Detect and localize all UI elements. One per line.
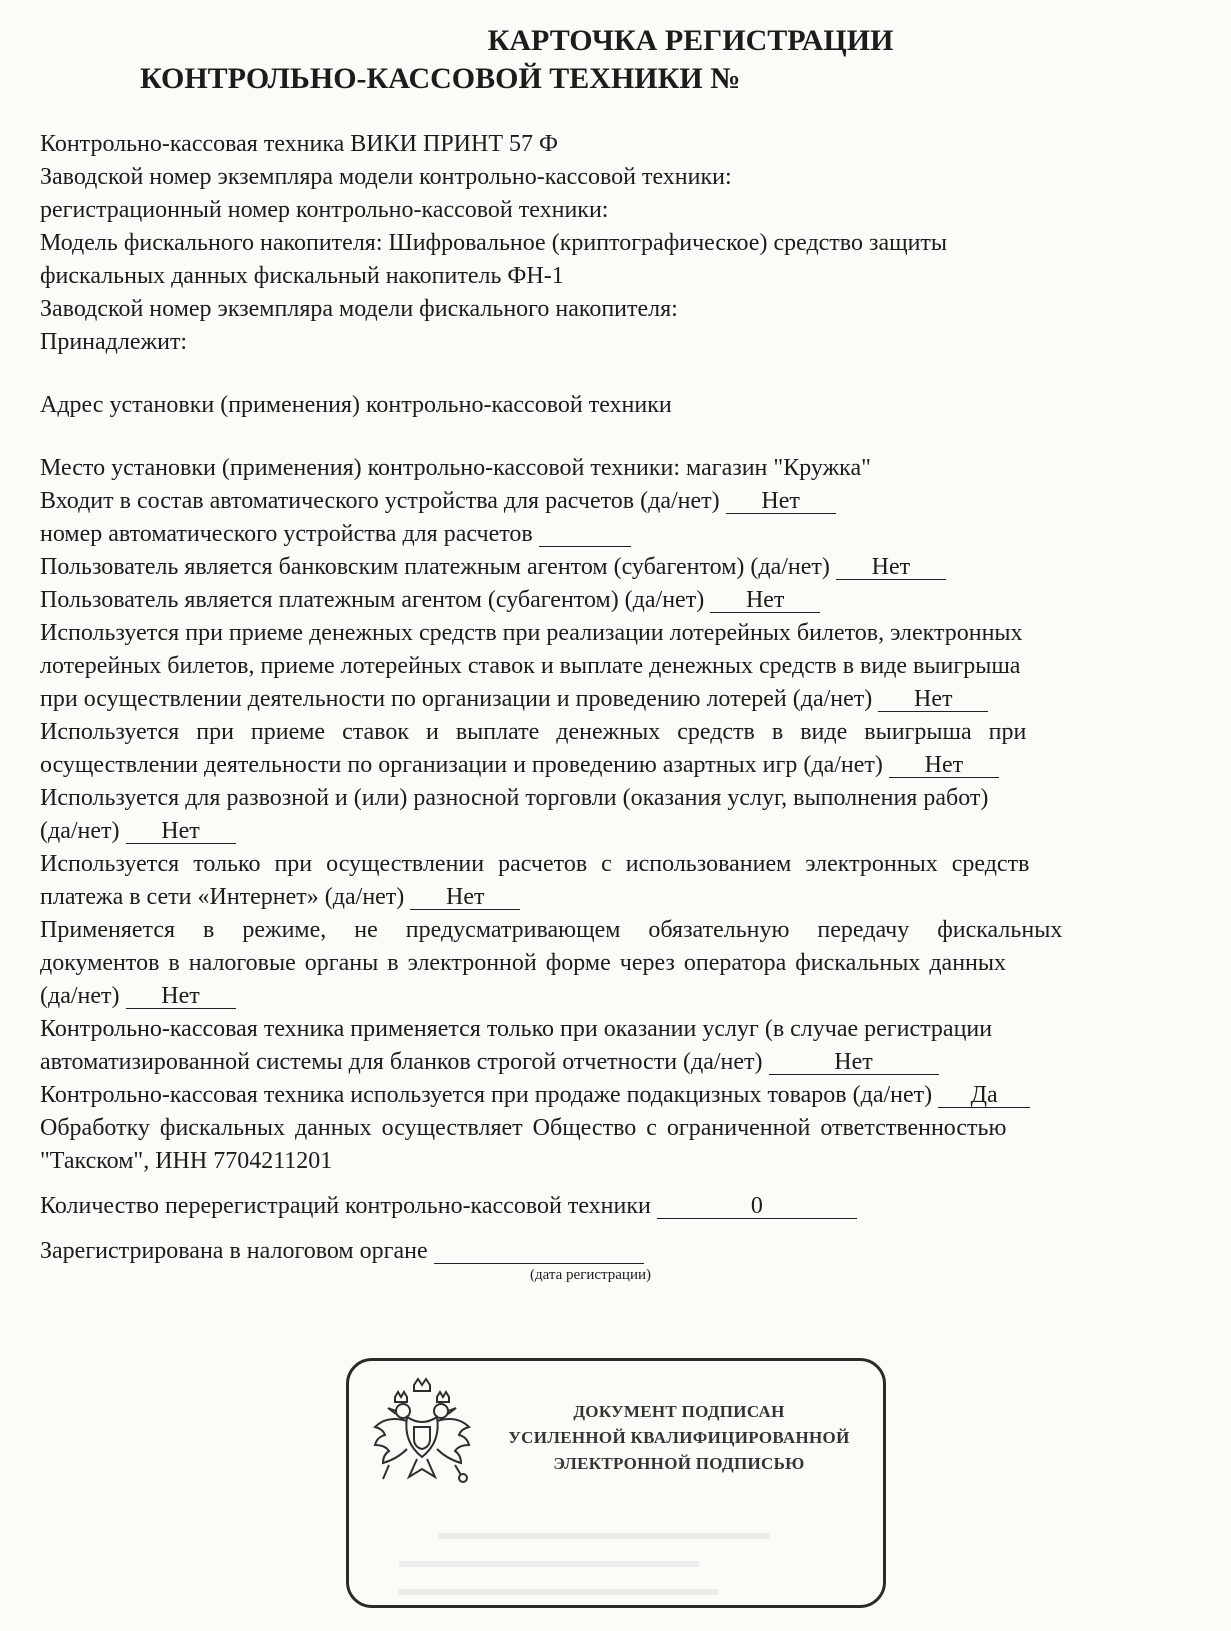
services-value: Нет <box>769 1050 939 1075</box>
reg-date-caption: (дата регистрации) <box>530 1267 652 1283</box>
ofd-line-2: "Такском", ИНН 7704211201 <box>40 1148 333 1174</box>
lottery-row <box>40 683 1200 716</box>
stamp-line-3: ЭЛЕКТРОННОЙ ПОДПИСЬЮ <box>553 1454 805 1473</box>
ofd-line-1: Обработку фискальных данных осуществляет Общество с ограниченной ответственностью <box>40 1115 1007 1141</box>
document-title <box>0 22 1231 98</box>
gambling-value: Нет <box>889 753 999 778</box>
offline-line-2: документов в налоговые органы в электронной форме через оператора фискальных данных <box>40 950 1007 976</box>
fn-model-line-1: Модель фискального накопителя: Шифровальное (криптографическое) средство защиты <box>40 230 948 256</box>
offline-line-1: Применяется в режиме, не предусматривающем обязательную передачу фискальных <box>40 917 1063 943</box>
kkt-reg-number-label: регистрационный номер контрольно-кассовой техники: <box>40 197 609 223</box>
rereg-label: Количество перерегистраций контрольно-кассовой техники <box>40 1193 651 1219</box>
e-signature-stamp <box>346 1358 886 1608</box>
rereg-row <box>40 1190 1200 1223</box>
excise-label: Контрольно-кассовая техника используется при продаже подакцизных товаров (да/нет) <box>40 1082 933 1108</box>
delivery-row <box>40 815 1200 848</box>
title-line-1: КАРТОЧКА РЕГИСТРАЦИИ <box>487 24 894 57</box>
stamp-line-1: ДОКУМЕНТ ПОДПИСАН <box>573 1402 785 1421</box>
gambling-line-1: Используется при приеме ставок и выплате денежных средств в виде выигрыша при <box>40 719 1027 745</box>
fn-serial-label: Заводской номер экземпляра модели фискального накопителя: <box>40 296 678 322</box>
gambling-row <box>40 749 1200 782</box>
stamp-line-2: УСИЛЕННОЙ КВАЛИФИЦИРОВАННОЙ <box>508 1428 850 1447</box>
rereg-value: 0 <box>657 1194 857 1219</box>
kkt-model: Контрольно-кассовая техника ВИКИ ПРИНТ 57 Ф <box>40 131 558 157</box>
offline-value: Нет <box>126 984 236 1009</box>
gambling-line-2: осуществлении деятельности по организации и проведению азартных игр (да/нет) <box>40 752 883 778</box>
reg-date-blank <box>434 1239 644 1264</box>
auto-device-number-row <box>40 518 1200 551</box>
pay-agent-label: Пользователь является платежным агентом (субагентом) (да/нет) <box>40 587 705 613</box>
lottery-value: Нет <box>878 687 988 712</box>
offline-line-3: (да/нет) <box>40 983 120 1009</box>
excise-row <box>40 1079 1200 1112</box>
auto-device-number-label: номер автоматического устройства для расчетов <box>40 521 533 547</box>
delivery-value: Нет <box>126 819 236 844</box>
internet-row <box>40 881 1200 914</box>
internet-line-2: платежа в сети «Интернет» (да/нет) <box>40 884 405 910</box>
auto-device-number-blank <box>539 522 631 547</box>
internet-value: Нет <box>410 885 520 910</box>
registered-label: Зарегистрирована в налоговом органе <box>40 1238 428 1264</box>
lottery-line-2: лотерейных билетов, приеме лотерейных ставок и выплате денежных средств в виде выигрыша <box>40 653 1021 679</box>
document-body <box>40 128 1200 1284</box>
auto-device-value: Нет <box>726 489 836 514</box>
double-headed-eagle-emblem-icon <box>367 1375 477 1495</box>
fn-model-line-2: фискальных данных фискальный накопитель ФН-1 <box>40 263 564 289</box>
install-place: Место установки (применения) контрольно-кассовой техники: магазин "Кружка" <box>40 455 871 481</box>
title-line-2: КОНТРОЛЬНО-КАССОВОЙ ТЕХНИКИ № <box>140 62 741 95</box>
auto-device-label: Входит в состав автоматического устройства для расчетов (да/нет) <box>40 488 720 514</box>
pay-agent-value: Нет <box>710 588 820 613</box>
auto-device-row <box>40 485 1200 518</box>
bank-agent-row <box>40 551 1200 584</box>
offline-row <box>40 980 1200 1013</box>
lottery-line-1: Используется при приеме денежных средств при реализации лотерейных билетов, электронных <box>40 620 1023 646</box>
excise-value: Да <box>938 1083 1030 1108</box>
install-address-label: Адрес установки (применения) контрольно-кассовой техники <box>40 392 672 418</box>
bank-agent-value: Нет <box>836 555 946 580</box>
owner-label: Принадлежит: <box>40 329 188 355</box>
services-line-1: Контрольно-кассовая техника применяется только при оказании услуг (в случае регистрации <box>40 1016 993 1042</box>
delivery-line-2: (да/нет) <box>40 818 120 844</box>
stamp-faded-details <box>379 1511 859 1595</box>
internet-line-1: Используется только при осуществлении расчетов с использованием электронных средств <box>40 851 1030 877</box>
stamp-text <box>489 1399 869 1477</box>
lottery-line-3: при осуществлении деятельности по организации и проведению лотерей (да/нет) <box>40 686 873 712</box>
bank-agent-label: Пользователь является банковским платежным агентом (субагентом) (да/нет) <box>40 554 830 580</box>
pay-agent-row <box>40 584 1200 617</box>
delivery-line-1: Используется для развозной и (или) разносной торговли (оказания услуг, выполнения работ) <box>40 785 989 811</box>
services-row <box>40 1046 1200 1079</box>
registered-row <box>40 1235 1200 1268</box>
kkt-serial-label: Заводской номер экземпляра модели контрольно-кассовой техники: <box>40 164 732 190</box>
services-line-2: автоматизированной системы для бланков строгой отчетности (да/нет) <box>40 1049 763 1075</box>
